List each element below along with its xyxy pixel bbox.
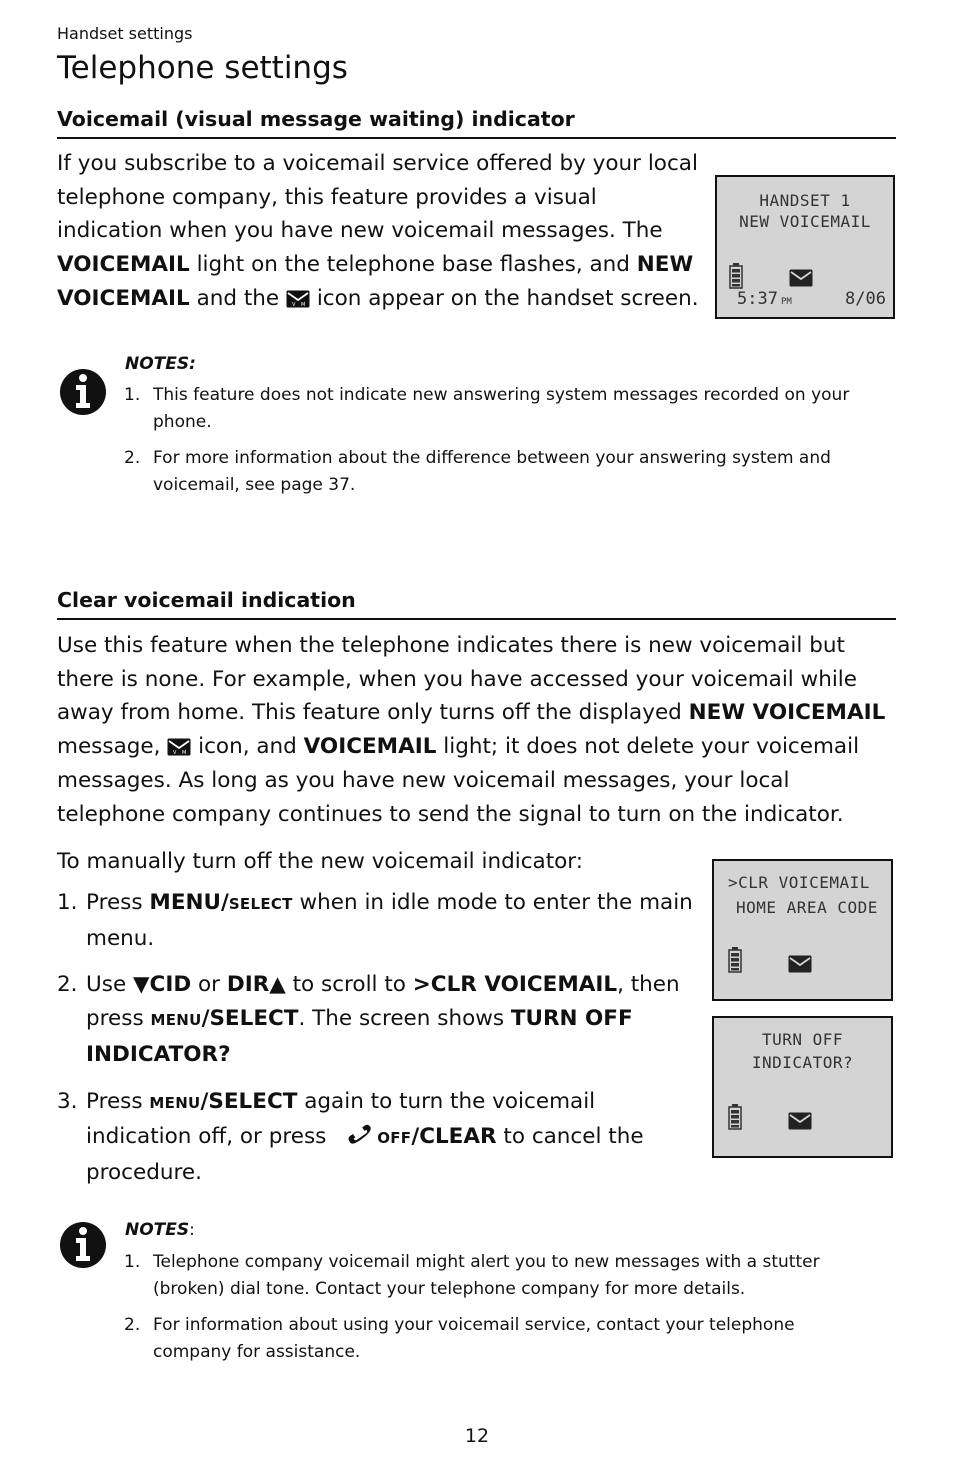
screen-voicemail-icon — [789, 269, 813, 287]
notes-list — [124, 1249, 854, 1375]
page-number: 12 — [464, 1425, 490, 1447]
section-heading-clear-voicemail: Clear voicemail indication — [57, 588, 896, 620]
notes-title: NOTES: — [125, 1220, 195, 1240]
info-icon — [59, 368, 107, 416]
screen-line-1: HANDSET 1 — [759, 191, 851, 210]
screen-line-2: INDICATOR? — [751, 1053, 854, 1072]
svg-text:V: V — [292, 301, 296, 308]
note-item: 1. Telephone company voicemail might alert you to new messages with a stutter (broken) dial tone. Contact your telephone company for more details. — [124, 1252, 820, 1299]
note-item: 2. For information about using your voicemail service, contact your telephone company for assistance. — [124, 1315, 795, 1362]
note-item: 1. This feature does not indicate new answering system messages recorded on your phone. — [124, 385, 850, 432]
breadcrumb: Handset settings — [57, 24, 193, 43]
screen-line-2: NEW VOICEMAIL — [739, 212, 871, 231]
screen-time: 5:37 PM — [737, 289, 792, 309]
notes-list — [124, 382, 874, 508]
voicemail-icon — [286, 290, 310, 308]
screen-line-1: >CLR VOICEMAIL — [728, 873, 870, 892]
battery-icon — [728, 1104, 742, 1130]
handset-screen-clr-voicemail — [712, 859, 893, 1001]
phone-off-icon — [347, 1122, 371, 1146]
note-item: 2. For more information about the difference between your answering system and voicemail, see page 37. — [124, 448, 831, 495]
screen-line-1: TURN OFF — [761, 1030, 844, 1049]
screen-voicemail-icon — [788, 1112, 812, 1130]
voicemail-icon — [167, 738, 191, 756]
notes-title: NOTES: — [125, 354, 196, 374]
page-title: Telephone settings — [57, 50, 348, 86]
steps-list — [57, 886, 697, 1190]
step-item: 1. Press MENU/SELECT when in idle mode to enter the main menu. — [57, 890, 693, 951]
svg-text:M: M — [182, 750, 187, 757]
section1-paragraph: If you subscribe to a voicemail service offered by your local telephone company, this feature provides a visual indication when you have new voicemail messages. The VOICEMAIL light on the telephone base flashes, and NEW VOICEMAIL and the V M icon appear on the handset screen. — [57, 151, 699, 311]
svg-text:M: M — [301, 301, 306, 308]
battery-icon — [728, 947, 742, 973]
battery-icon — [729, 263, 743, 289]
info-icon — [59, 1221, 107, 1269]
screen-line-2: HOME AREA CODE — [736, 898, 878, 917]
screen-date: 8/06 — [845, 289, 886, 309]
svg-text:V: V — [173, 750, 177, 757]
handset-screen-new-voicemail — [715, 175, 895, 319]
intro-text: To manually turn off the new voicemail indicator: — [57, 849, 583, 874]
step-item: 3. Press MENU/SELECT again to turn the voicemail indication off, or press OFF/CLEAR to cancel the procedure. — [57, 1088, 644, 1185]
step-item: 2. Use ▼CID or DIR▲ to scroll to >CLR VOICEMAIL, then press MENU/SELECT. The screen shows TURN OFF INDICATOR? — [57, 972, 680, 1067]
section2-paragraph: Use this feature when the telephone indicates there is new voicemail but there is none. For example, when you have accessed your voicemail while away from home. This feature only turns off the displayed NEW VOICEMAIL message, V M icon, and VOICEMAIL light; it does not delete your voicemail messages. As long as you have new voicemail messages, your local telephone company continues to send the signal to turn on the indicator. — [57, 633, 886, 827]
section-heading-voicemail-indicator: Voicemail (visual message waiting) indicator — [57, 107, 896, 139]
screen-voicemail-icon — [788, 955, 812, 973]
handset-screen-turn-off-indicator — [712, 1016, 893, 1158]
